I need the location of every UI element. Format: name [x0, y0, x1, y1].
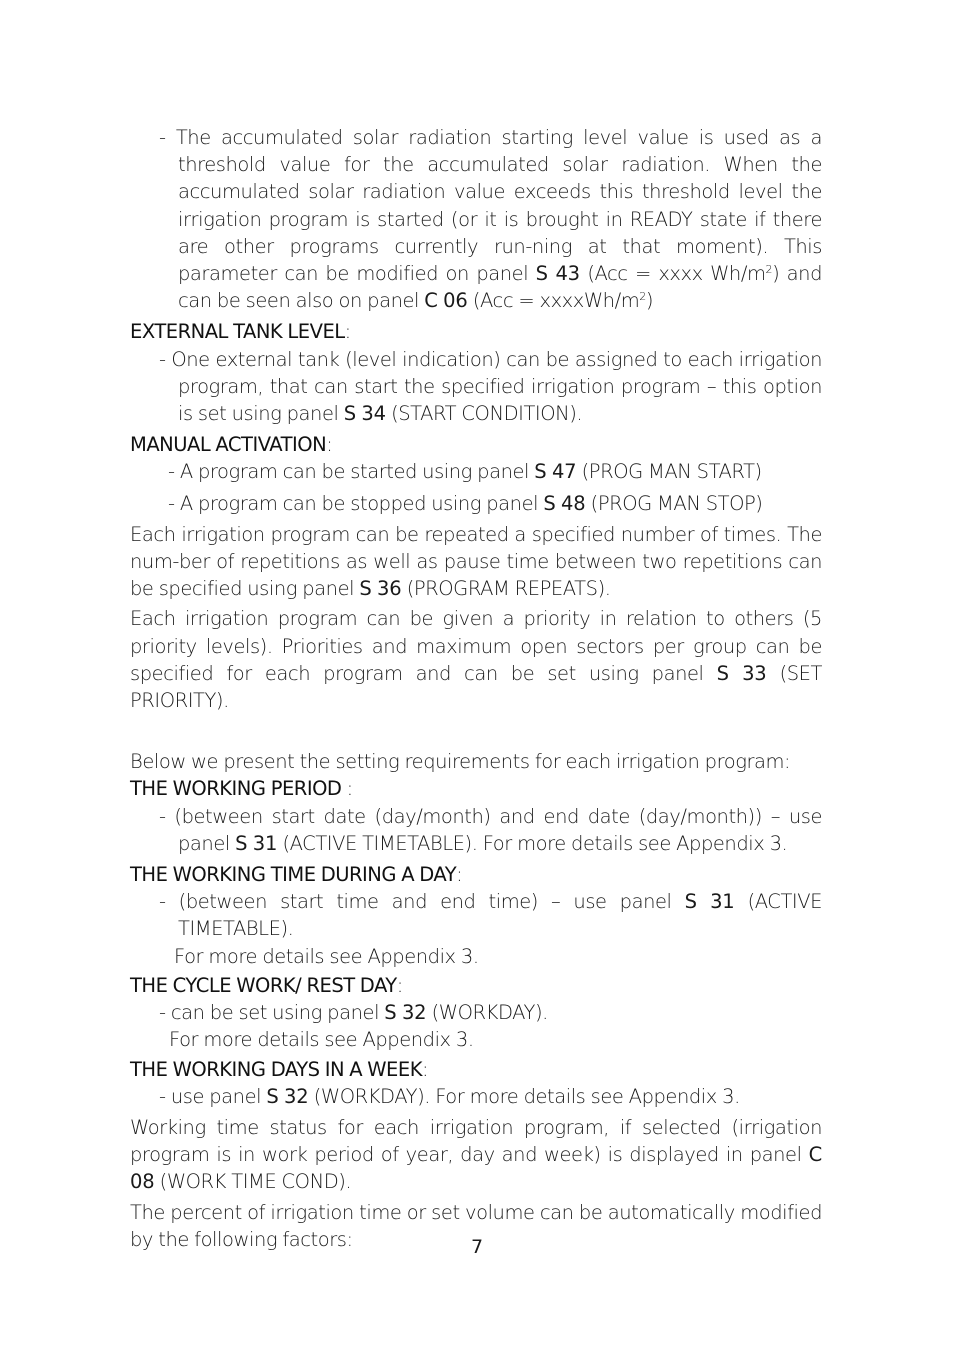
solar-text-5: ) — [645, 289, 653, 313]
cycle-details: For more details see Appendix 3. — [169, 1028, 474, 1052]
panel-ref-s43: S 43 — [535, 262, 580, 286]
manual-start-label: (PROG MAN START) — [576, 460, 762, 484]
heading-colon: : — [341, 777, 353, 801]
repeat-text-2: (PROGRAM REPEATS). — [401, 577, 611, 601]
section-gap — [130, 714, 822, 748]
working-period-text-2: (ACTIVE TIMETABLE). For more details see Appendix 3. — [277, 831, 788, 855]
heading-colon: : — [326, 433, 333, 457]
solar-text-4: (Acc = xxxxWh/m — [467, 289, 640, 313]
working-time-text-2: (ACTIVE TIMETABLE). — [178, 890, 822, 941]
panel-ref-s47: S 47 — [534, 460, 577, 484]
manual-stop-bullet — [168, 490, 822, 517]
status-paragraph — [130, 1114, 822, 1196]
heading-colon: : — [456, 863, 463, 887]
heading-colon: : — [396, 973, 403, 997]
manual-start-text: - A program can be started using panel — [168, 460, 535, 484]
page-number: 7 — [470, 1236, 484, 1258]
priority-text-2: (SET PRIORITY). — [130, 661, 822, 713]
working-time-heading — [130, 861, 822, 888]
percent-paragraph: The percent of irrigation time or set volume can be automatically modified by the following factors: — [130, 1200, 822, 1251]
external-tank-heading — [130, 318, 822, 345]
working-days-text-2: (WORKDAY). For more details see Appendix 3. — [308, 1084, 740, 1108]
heading-colon: : — [421, 1057, 429, 1081]
page-body — [130, 124, 822, 1253]
working-days-bullet — [159, 1083, 822, 1110]
panel-ref-c06: C 06 — [424, 289, 468, 313]
working-time-heading-text: THE WORKING TIME DURING A DAY — [130, 863, 457, 887]
working-period-bullet — [159, 803, 822, 857]
solar-text-1: - The accumulated solar radiation starting level value is used as a threshold value for the accumulated solar radiation. When the accumulated solar radiation value exceeds this threshold level the irrigation program is started (or it is brought in READY state if there are other programs currently run-ning at that moment). This parameter can be modified on panel — [159, 126, 822, 286]
cycle-text-1: - can be set using panel — [159, 1001, 385, 1025]
panel-ref-s48: S 48 — [543, 491, 586, 515]
cycle-heading — [130, 972, 822, 999]
heading-colon: : — [344, 320, 351, 344]
superscript-1: 2 — [765, 263, 773, 277]
manual-stop-text: - A program can be stopped using panel — [168, 491, 544, 515]
manual-activation-heading — [130, 431, 822, 458]
solar-text-2: (Acc = xxxx Wh/m — [579, 262, 766, 286]
external-tank-heading-text: EXTERNAL TANK LEVEL — [130, 320, 345, 344]
panel-ref-s34: S 34 — [343, 402, 386, 426]
intro-paragraph: Below we present the setting requirements for each irrigation program: — [130, 750, 791, 774]
working-time-text-1: - (between start time and end time) – use panel — [159, 890, 685, 914]
panel-ref-s33: S 33 — [716, 661, 767, 685]
solar-text-3: ) and can be seen also on panel — [178, 262, 822, 313]
working-time-bullet — [159, 888, 822, 942]
superscript-2: 2 — [639, 290, 646, 304]
external-tank-text-2: (START CONDITION). — [385, 402, 583, 426]
working-period-heading — [130, 775, 822, 802]
working-days-text-1: - use panel — [159, 1084, 267, 1108]
external-tank-bullet — [159, 346, 822, 428]
panel-ref-s31: S 31 — [684, 890, 735, 914]
panel-ref-c08: C 08 — [130, 1143, 822, 1194]
manual-start-bullet — [168, 458, 822, 485]
working-period-text-1: - (between start date (day/month) and end date (day/month)) – use panel — [159, 804, 822, 855]
panel-ref-s32: S 32 — [384, 1001, 427, 1025]
external-tank-text-1: - One external tank (level indication) can be assigned to each irrigation program, that can start the specified irrigation program – this option is set using panel — [159, 347, 822, 426]
priority-paragraph — [130, 605, 822, 714]
cycle-text-2: (WORKDAY). — [426, 1001, 548, 1025]
repeat-paragraph — [130, 521, 822, 603]
manual-stop-label: (PROG MAN STOP) — [585, 491, 763, 515]
working-days-heading — [130, 1056, 822, 1083]
panel-ref-s32: S 32 — [266, 1084, 309, 1108]
status-text-1: Working time status for each irrigation program, if selected (irrigation program is in work period of year, day and week) is displayed in panel — [130, 1115, 822, 1167]
panel-ref-s36: S 36 — [359, 577, 402, 601]
cycle-bullet — [159, 999, 822, 1026]
repeat-text-1: Each irrigation program can be repeated a specified number of times. The num-ber of repetitions as well as pause time between two repetitions can be specified using panel — [130, 522, 822, 601]
working-period-heading-text: THE WORKING PERIOD — [130, 777, 342, 801]
panel-ref-s31: S 31 — [235, 831, 278, 855]
solar-threshold-bullet — [159, 124, 822, 314]
status-text-2: (WORK TIME COND). — [154, 1170, 352, 1194]
priority-text-1: Each irrigation program can be given a priority in relation to others (5 priority levels). Priorities and maximum open sectors per group can be specified for each program and can be set using panel — [130, 607, 822, 685]
working-time-details: For more details see Appendix 3. — [174, 944, 479, 968]
working-days-heading-text: THE WORKING DAYS IN A WEEK — [130, 1057, 422, 1081]
manual-activation-heading-text: MANUAL ACTIVATION — [130, 433, 327, 457]
cycle-heading-text: THE CYCLE WORK/ REST DAY — [130, 973, 397, 997]
